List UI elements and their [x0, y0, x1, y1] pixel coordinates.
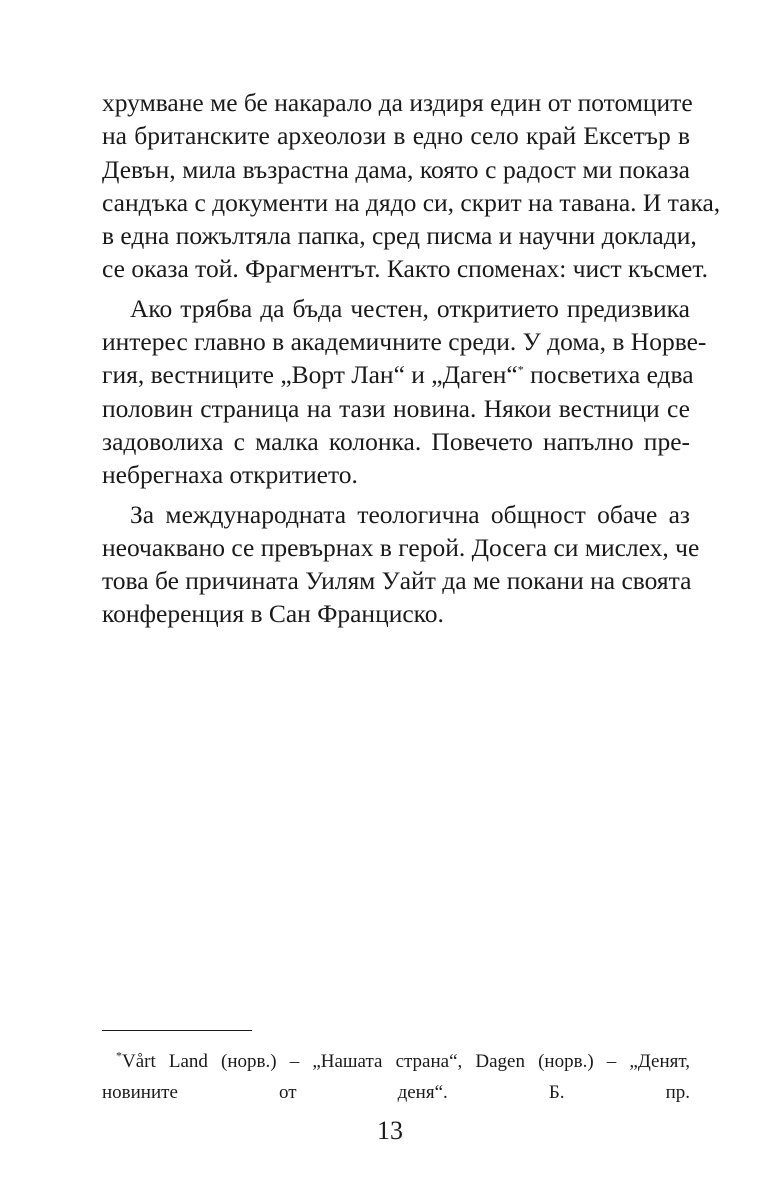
text-segment: гия, вестниците „Ворт Лан“ и „Даген“ [102, 360, 518, 390]
text-line: хрумване ме бе накарало да издиря един от потомците [102, 88, 693, 117]
text-line: Ако трябва да бъда честен, откритието предизвика [130, 293, 690, 323]
footnote-divider [102, 1030, 252, 1031]
footnote-mark: * [116, 1048, 122, 1063]
text-line: конференция в Сан Франциско. [102, 599, 444, 629]
footnote-reference-mark: * [517, 362, 524, 377]
text-line: се оказа той. Фрагментът. Както споменах: чист късмет. [102, 254, 708, 284]
book-page-body [102, 86, 721, 637]
footnote-line: новините от деня“. Б. пр. [102, 1082, 690, 1103]
text-line: небрегнаха откритието. [102, 460, 358, 490]
text-line: За международната теологична общност обаче аз [130, 499, 690, 529]
text-line: в една пожълтяла папка, сред писма и научни доклади, [102, 221, 697, 251]
paragraph-2 [102, 292, 707, 492]
text-segment: посветиха едва [523, 360, 694, 390]
text-line: това бе причината Уилям Уайт да ме покани на своята [102, 566, 692, 596]
page-number: 13 [377, 1116, 403, 1145]
text-line: задоволиха с малка колонка. Повечето напълно пре- [102, 426, 690, 456]
text-line: сандъка с документи на дядо си, скрит на тавана. И така, [102, 187, 721, 217]
paragraph-3 [102, 498, 700, 631]
text-line-with-note [102, 358, 694, 391]
text-line: половин страница на тази новина. Някои вестници се [102, 393, 690, 423]
footnote-text: Vårt Land (норв.) – „Нашата страна“, Dagen (норв.) – „Денят, [122, 1051, 690, 1072]
paragraph-1 [102, 86, 721, 286]
text-line: интерес главно в академичните среди. У дома, в Норве- [102, 327, 707, 357]
text-line: на британските археолози в едно село край Ексетър в [102, 121, 690, 151]
text-line: неочаквано се превърнах в герой. Досега си мислех, че [102, 532, 700, 562]
text-line: Девън, мила възрастна дама, която с радост ми показа [102, 154, 690, 184]
footnote-line [102, 1046, 690, 1077]
footnote [102, 1046, 690, 1108]
